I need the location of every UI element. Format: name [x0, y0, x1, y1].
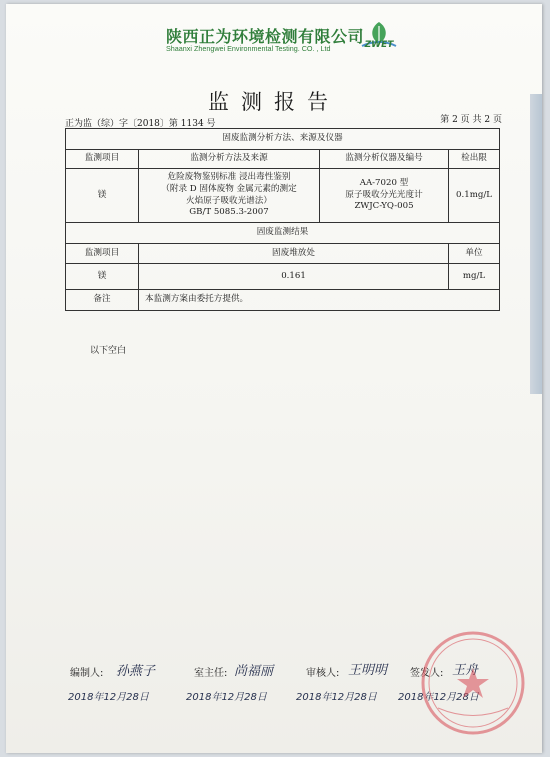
methods-item: 镁 — [66, 169, 139, 223]
results-header-item: 监测项目 — [66, 244, 139, 264]
document-number: 正为监（综）字〔2018〕第 1134 号 — [65, 119, 216, 129]
page-edge-shadow — [530, 94, 542, 394]
instrument-line: AA-7020 型 — [359, 178, 409, 189]
method-line: （附录 D 固体废物 金属元素的测定 — [161, 183, 297, 194]
company-name-en: Shaanxi Zhengwei Environmental Testing. CO. , Ltd — [166, 44, 331, 53]
reviewer-label: 审核人: — [306, 668, 340, 679]
methods-header-method: 监测分析方法及来源 — [139, 150, 320, 169]
date-issuer: 2018年12月28日 — [398, 692, 479, 703]
method-line: 危险废物鉴别标准 浸出毒性鉴别 — [167, 172, 291, 183]
logo-text: ZWET — [364, 40, 394, 50]
company-logo-icon — [356, 18, 402, 58]
methods-section-title: 固废监测分析方法、来源及仪器 — [66, 129, 500, 150]
results-header-location: 固废堆放处 — [139, 244, 449, 264]
results-section-title: 固废监测结果 — [66, 223, 500, 244]
report-table — [65, 128, 500, 311]
methods-header-instrument: 监测分析仪器及编号 — [320, 150, 449, 169]
results-item: 镁 — [66, 264, 139, 290]
issuer-signature: 王舟 — [452, 663, 479, 678]
page-number: 第 2 页 共 2 页 — [440, 115, 502, 125]
methods-limit: 0.1mg/L — [449, 169, 500, 223]
director-label: 室主任: — [194, 668, 228, 679]
methods-instrument — [320, 169, 449, 223]
remark-label: 备注 — [66, 290, 139, 311]
method-line: 火焰原子吸收光谱法） — [186, 195, 272, 206]
date-director: 2018年12月28日 — [186, 692, 267, 703]
instrument-line: ZWJC-YQ-005 — [354, 201, 414, 212]
date-preparer: 2018年12月28日 — [68, 692, 149, 703]
results-unit: mg/L — [449, 264, 500, 290]
methods-header-limit: 检出限 — [449, 150, 500, 169]
date-reviewer: 2018年12月28日 — [296, 692, 377, 703]
preparer-label: 编制人: — [70, 668, 104, 679]
preparer-signature: 孙燕子 — [116, 664, 156, 679]
director-signature: 尚福丽 — [234, 664, 274, 679]
company-name-cn: 陕西正为环境检测有限公司 — [166, 27, 365, 46]
report-page — [6, 4, 542, 753]
results-value: 0.161 — [139, 264, 449, 290]
methods-header-item: 监测项目 — [66, 150, 139, 169]
instrument-line: 原子吸收分光光度计 — [345, 189, 423, 200]
blank-note: 以下空白 — [90, 346, 127, 356]
methods-method — [139, 169, 320, 223]
reviewer-signature: 王明明 — [348, 663, 388, 678]
official-stamp-icon — [418, 628, 528, 738]
report-title: 监测报告 — [208, 90, 340, 114]
issuer-label: 签发人: — [410, 668, 444, 679]
method-line: GB/T 5085.3-2007 — [189, 207, 269, 218]
remark-text: 本监测方案由委托方提供。 — [139, 290, 500, 311]
results-header-unit: 单位 — [449, 244, 500, 264]
